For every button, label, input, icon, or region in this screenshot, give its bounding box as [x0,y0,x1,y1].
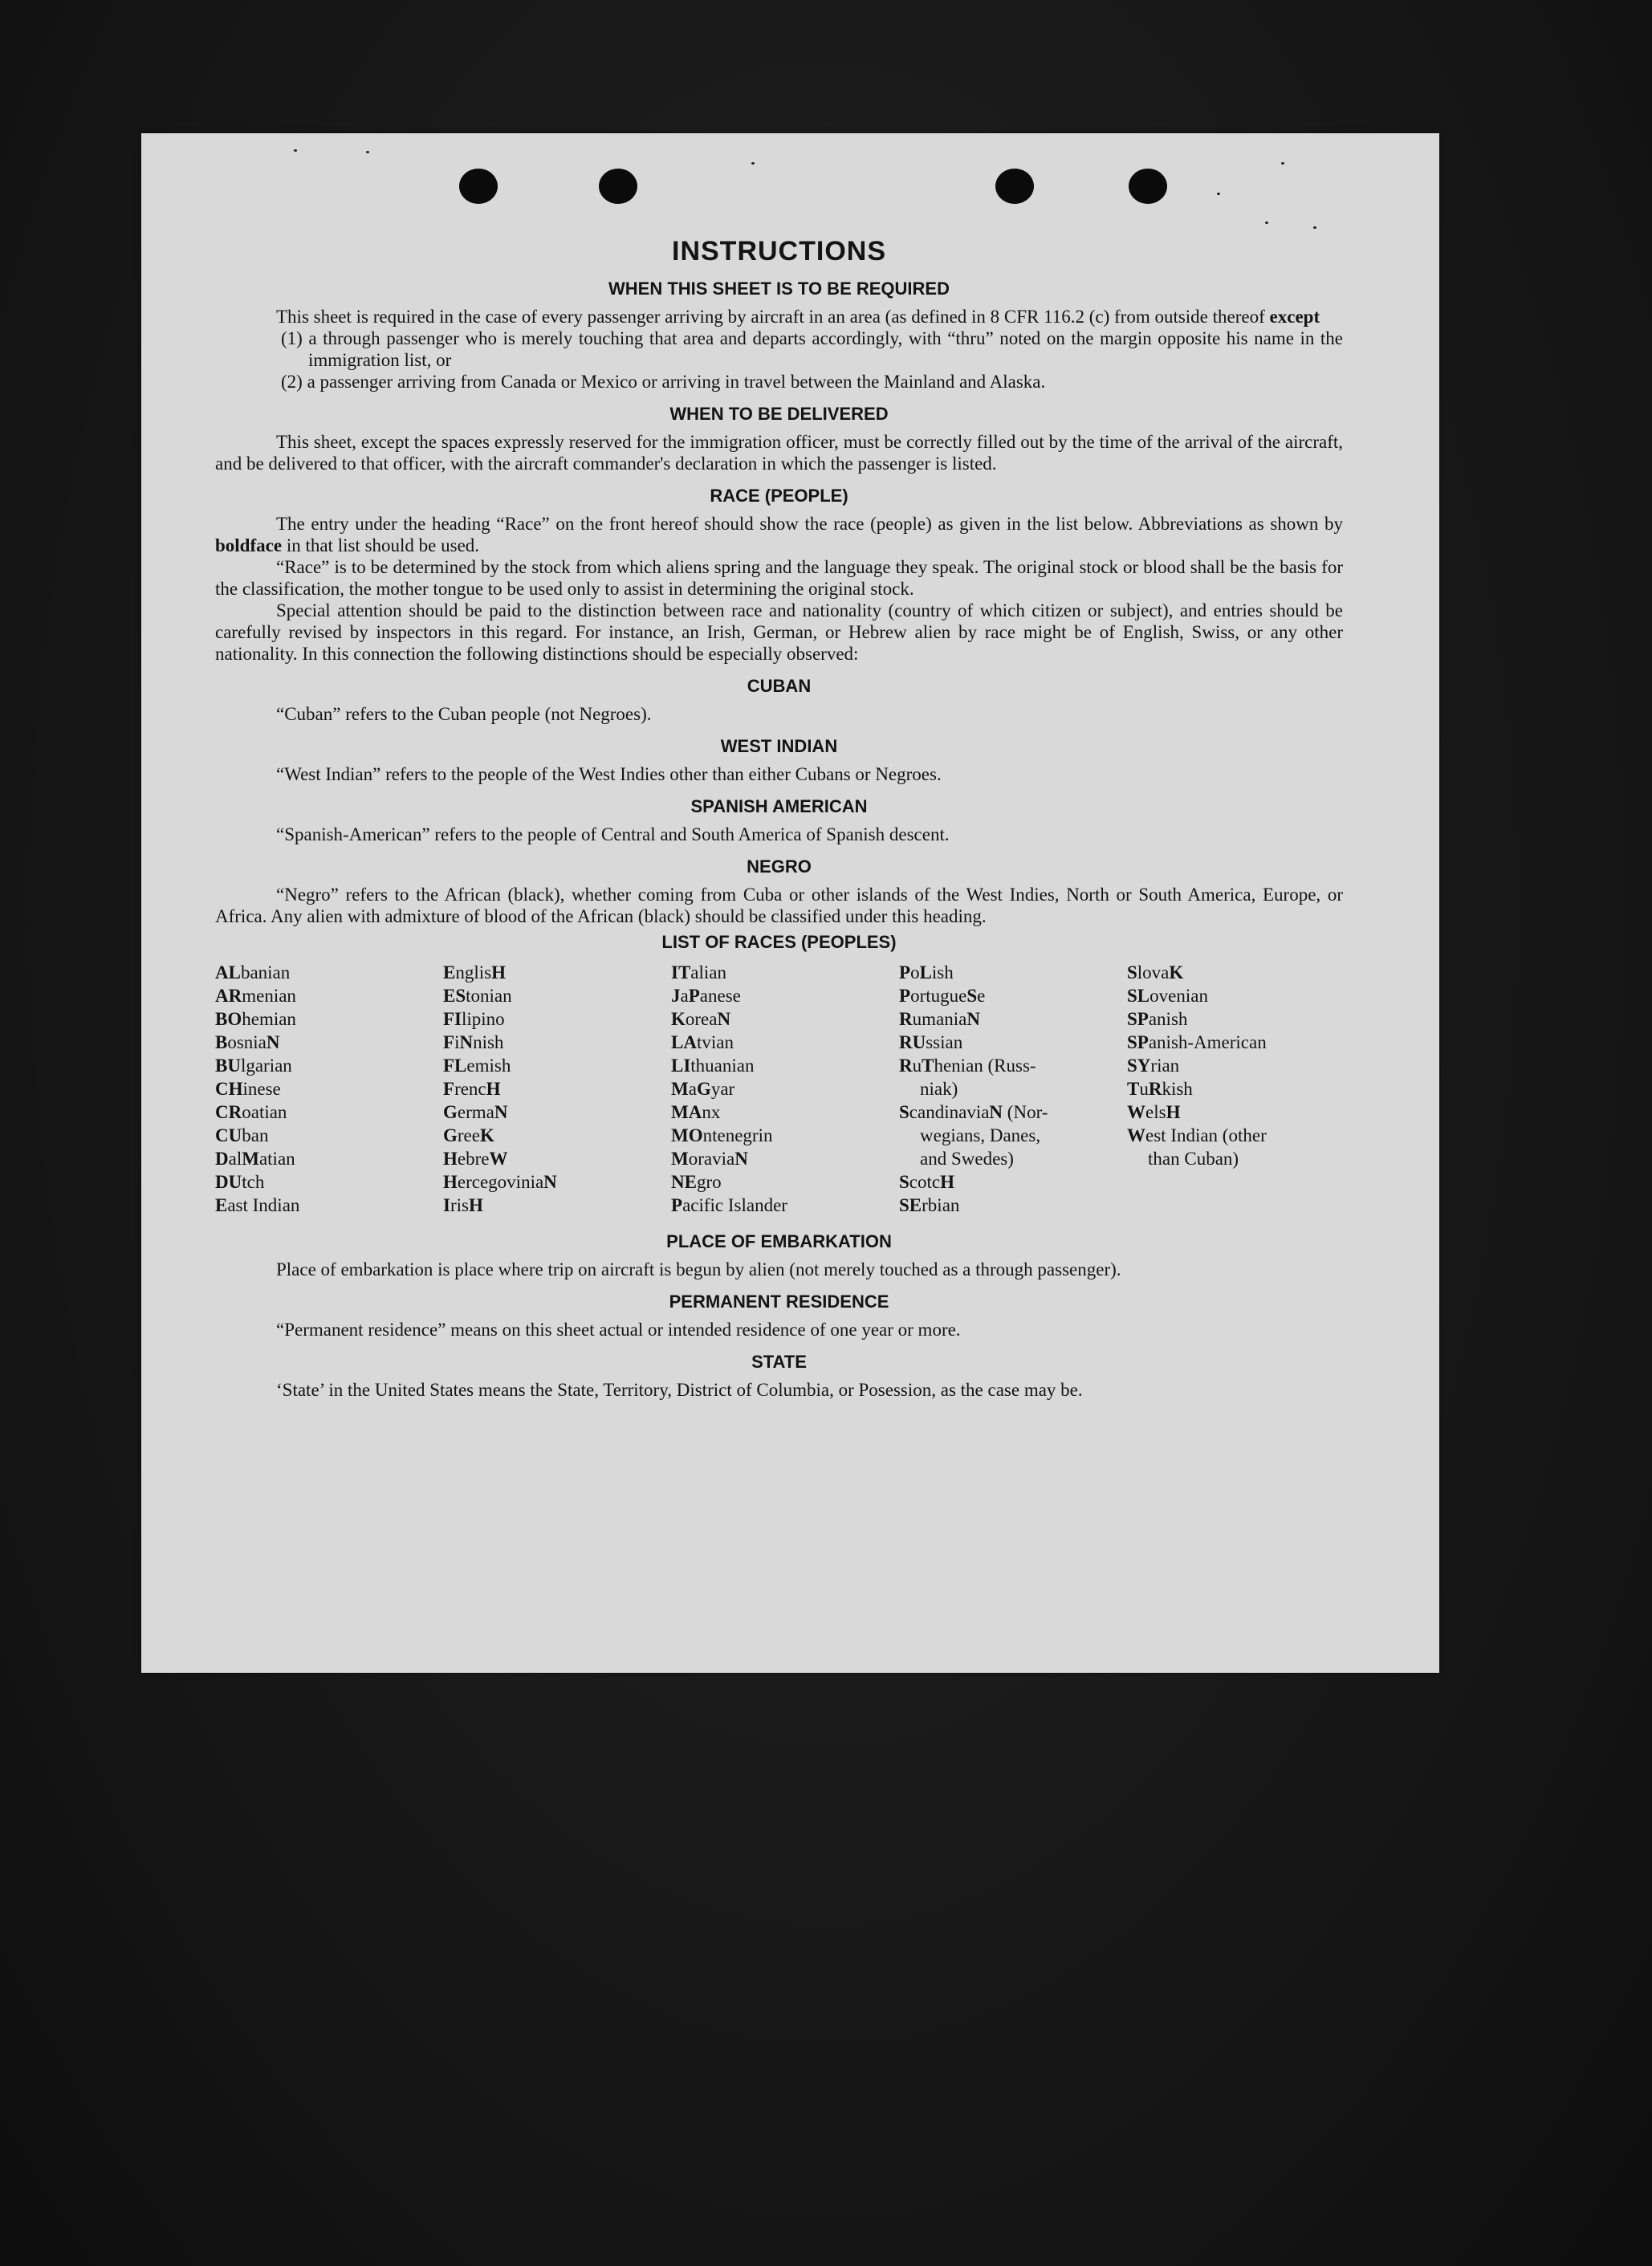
race-column [215,961,443,1217]
paragraph-cuban: “Cuban” refers to the Cuban people (not Negroes). [276,704,652,724]
race-item: RUssian [899,1032,963,1052]
heading-permanent-residence: PERMANENT RESIDENCE [669,1292,889,1312]
paragraph-negro: “Negro” refers to the African (black), whether coming from Cuba or other islands of the West Indies, North or South America, Europe, or Africa. Any alien with admixture of blood of the African (black) should be classified under this heading. [215,885,1343,926]
race-item: GermaN [443,1102,508,1122]
punch-hole [1129,169,1167,204]
race-item: FiNnish [443,1032,504,1052]
paragraph-permanent-residence: “Permanent residence” means on this sheet actual or intended residence of one year or more. [276,1320,961,1340]
heading-embarkation: PLACE OF EMBARKATION [666,1231,892,1251]
race-item: EStonian [443,986,512,1006]
race-item: SlovaK [1127,962,1184,982]
paragraph-spanish-american: “Spanish-American” refers to the people of Central and South America of Spanish descent. [276,824,950,844]
race-item: ITalian [671,962,726,982]
heading-when-required: WHEN THIS SHEET IS TO BE REQUIRED [608,279,950,299]
punch-hole [995,169,1034,204]
race-item: FIlipino [443,1009,505,1029]
punch-hole [459,169,498,204]
scan-speck [294,149,297,152]
heading-cuban: CUBAN [747,676,812,696]
race-item: BUlgarian [215,1056,292,1076]
race-item: MoraviaN [671,1149,748,1169]
race-item: MAnx [671,1102,721,1122]
paragraph-race-1: The entry under the heading “Race” on the front hereof should show the race (people) as given in the list below. Abbreviations as shown by boldface in that list should be used. [215,514,1343,555]
race-item: DalMatian [215,1149,295,1169]
race-item: HebreW [443,1149,508,1169]
heading-negro: NEGRO [747,856,812,877]
scan-speck [366,151,369,153]
instructions-content [215,236,1343,1401]
race-item: PortugueSe [899,986,986,1006]
race-item: TuRkish [1127,1079,1193,1099]
paragraph-embarkation: Place of embarkation is place where trip on aircraft is begun by alien (not merely touched as a through passenger). [276,1259,1121,1279]
list-item-exception-1: (1) a through passenger who is merely touching that area and departs accordingly, with “thru” noted on the margin opposite his name in the immigration list, or [281,328,1343,370]
race-item: PoLish [899,962,954,982]
paragraph-race-2: “Race” is to be determined by the stock from which aliens spring and the language they speak. The original stock or blood shall be the basis for the classification, the mother tongue to be used only to assist in determining the original stock. [215,557,1343,599]
heading-spanish-american: SPANISH AMERICAN [690,796,868,816]
scan-speck [1265,222,1268,224]
punch-hole [599,169,637,204]
scan-speck [1281,162,1284,165]
race-item: RumaniaN [899,1009,980,1029]
race-item: RuThenian (Russ- niak) [899,1056,1036,1099]
race-column [899,961,1127,1217]
race-item: CUban [215,1125,269,1145]
race-item: SYrian [1127,1056,1180,1076]
race-item: SLovenian [1127,986,1208,1006]
race-item: GreeK [443,1125,494,1145]
heading-west-indian: WEST INDIAN [720,736,838,756]
list-item-exception-2: (2) a passenger arriving from Canada or Mexico or arriving in travel between the Mainland and Alaska. [281,372,1046,392]
paragraph-state: ‘State’ in the United States means the State, Territory, District of Columbia, or Posession, as the case may be. [276,1380,1083,1400]
heading-when-delivered: WHEN TO BE DELIVERED [669,404,889,424]
paragraph-west-indian: “West Indian” refers to the people of the West Indies other than either Cubans or Negroes. [276,764,942,784]
heading-race: RACE (PEOPLE) [710,486,848,506]
heading-state: STATE [751,1352,807,1372]
race-item: CHinese [215,1079,281,1099]
race-item: EnglisH [443,962,506,982]
race-list [215,961,1343,1217]
paragraph-delivered: This sheet, except the spaces expressly reserved for the immigration officer, must be correctly filled out by the time of the arrival of the aircraft, and be delivered to that officer, with the aircraft commander's declaration in which the passenger is listed. [215,432,1343,474]
race-item: ALbanian [215,962,291,982]
race-item: MaGyar [671,1079,735,1099]
race-item: FrencH [443,1079,501,1099]
race-column [1127,961,1368,1217]
race-item: LAtvian [671,1032,734,1052]
race-item: MOntenegrin [671,1125,773,1145]
race-item: West Indian (other than Cuban) [1127,1125,1267,1169]
race-item: BOhemian [215,1009,296,1029]
document-page [141,133,1439,1673]
race-item: JaPanese [671,986,741,1006]
race-item: LIthuanian [671,1056,755,1076]
race-item: Pacific Islander [671,1195,787,1215]
race-item: SPanish [1127,1009,1188,1029]
scan-speck [1217,193,1220,195]
race-item: ARmenian [215,986,296,1006]
scan-speck [751,162,755,165]
race-item: ScandinaviaN (Nor- wegians, Danes, and Swedes) [899,1102,1048,1169]
scan-speck [1313,226,1316,229]
paragraph-race-3: Special attention should be paid to the distinction between race and nationality (country of which citizen or subject), and entries should be carefully revised by inspectors in this regard. For instance, an Irish, German, or Hebrew alien by race might be of English, Swiss, or any other nationality. In this connection the following distinctions should be especially observed: [215,600,1343,664]
race-item: SPanish-American [1127,1032,1267,1052]
race-item: SErbian [899,1195,960,1215]
race-item: NEgro [671,1172,722,1192]
race-item: ScotcH [899,1172,954,1192]
page-title: INSTRUCTIONS [672,236,886,266]
race-column [671,961,899,1217]
heading-list-of-races: LIST OF RACES (PEOPLES) [661,932,897,952]
race-item: WelsH [1127,1102,1181,1122]
race-item: East Indian [215,1195,300,1215]
race-item: FLemish [443,1056,511,1076]
race-item: IrisH [443,1195,483,1215]
race-item: DUtch [215,1172,265,1192]
race-item: BosniaN [215,1032,280,1052]
race-column [443,961,671,1217]
race-item: KoreaN [671,1009,731,1029]
race-item: HercegoviniaN [443,1172,557,1192]
paragraph-required: This sheet is required in the case of every passenger arriving by aircraft in an area (as defined in 8 CFR 116.2 (c) from outside thereof except [276,307,1320,327]
race-item: CRoatian [215,1102,287,1122]
